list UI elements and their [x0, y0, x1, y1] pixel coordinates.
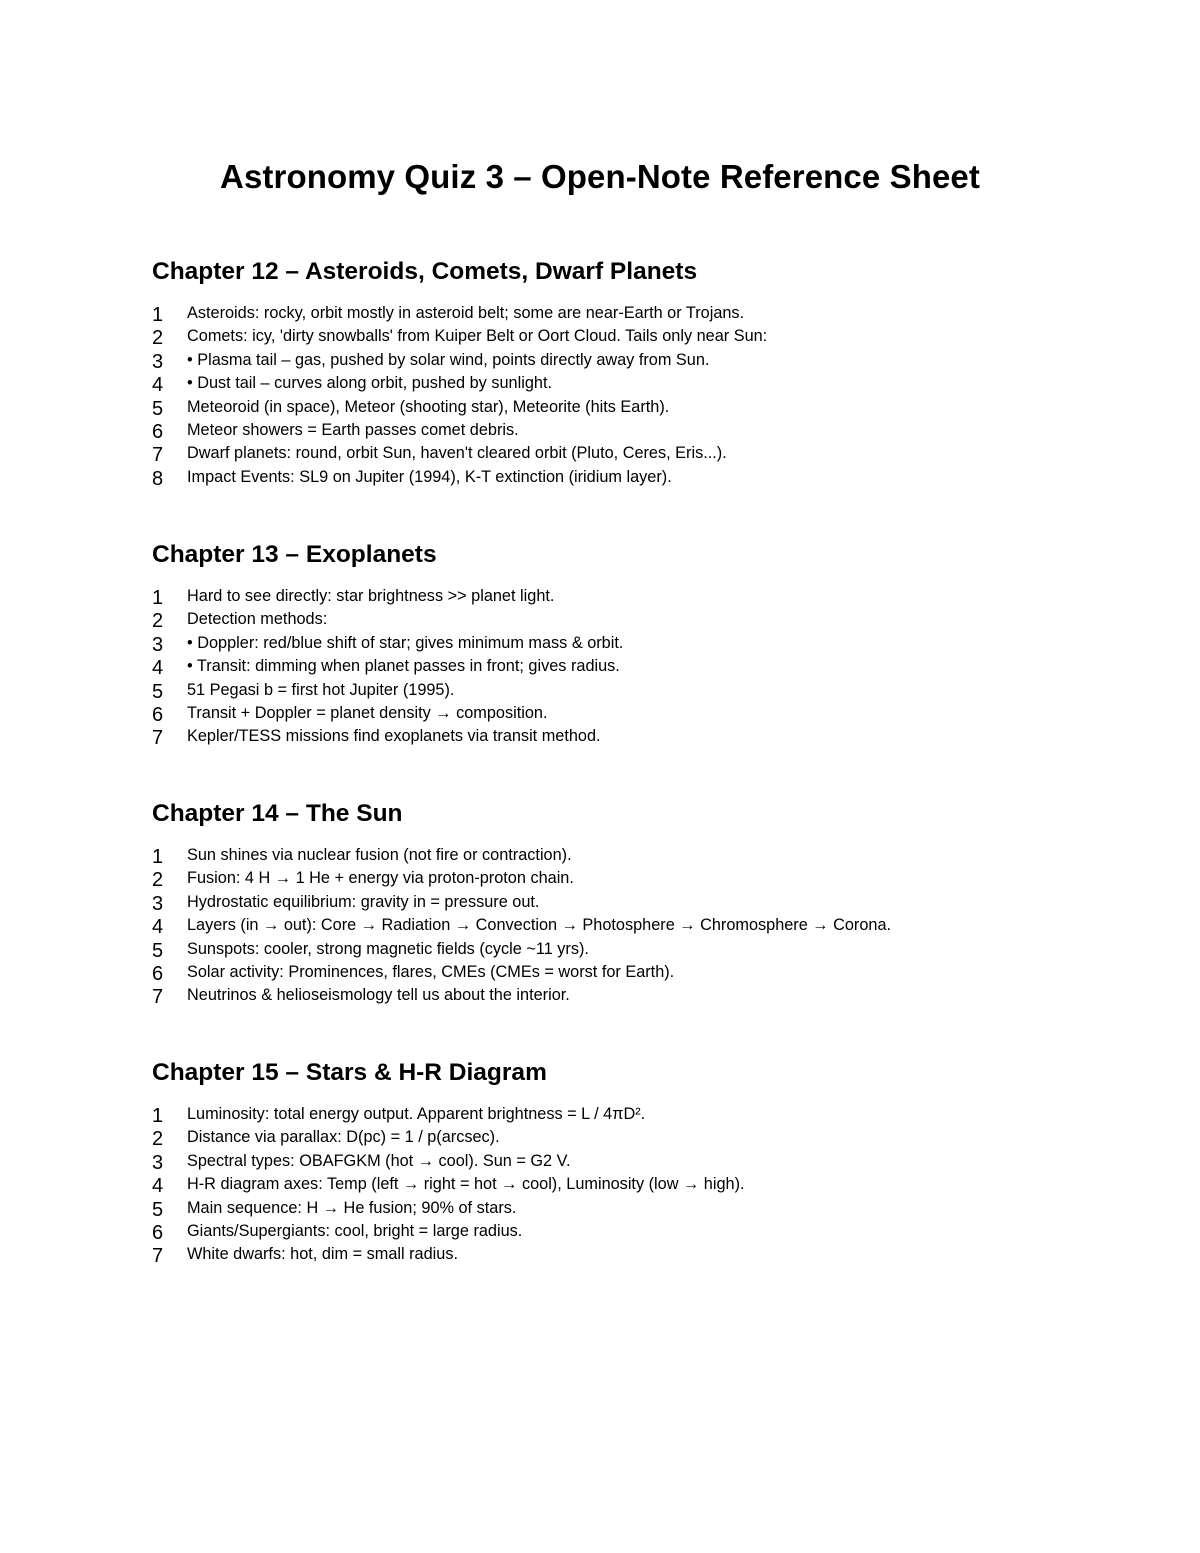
list-item — [152, 419, 1112, 442]
list-item — [152, 844, 1112, 867]
item-number: 3 — [152, 633, 164, 656]
item-text: Layers (in → out): Core → Radiation → Convection → Photosphere → Chromosphere → Corona. — [187, 916, 892, 935]
item-list — [152, 302, 1112, 489]
list-item — [152, 914, 1112, 937]
item-text: Dwarf planets: round, orbit Sun, haven't cleared orbit (Pluto, Ceres, Eris...). — [187, 444, 727, 463]
list-item — [152, 1103, 1112, 1126]
list-item — [152, 725, 1112, 748]
item-text: White dwarfs: hot, dim = small radius. — [187, 1245, 458, 1264]
item-number: 4 — [152, 1175, 164, 1198]
item-number: 2 — [152, 610, 164, 633]
item-number: 3 — [152, 892, 164, 915]
item-text: Comets: icy, 'dirty snowballs' from Kuiper Belt or Oort Cloud. Tails only near Sun: — [187, 327, 768, 346]
list-item — [152, 325, 1112, 348]
item-text: • Dust tail – curves along orbit, pushed by sunlight. — [187, 374, 552, 393]
list-item — [152, 1150, 1112, 1173]
list-item — [152, 466, 1112, 489]
item-number: 7 — [152, 1245, 164, 1268]
section-chapter-14 — [152, 794, 1112, 1008]
item-text: Detection methods: — [187, 610, 328, 629]
item-text: Solar activity: Prominences, flares, CMEs (CMEs = worst for Earth). — [187, 962, 675, 981]
item-text: • Doppler: red/blue shift of star; gives minimum mass & orbit. — [187, 633, 624, 652]
item-number: 4 — [152, 657, 164, 680]
list-item — [152, 442, 1112, 465]
list-item — [152, 702, 1112, 725]
list-item — [152, 938, 1112, 961]
list-item — [152, 1197, 1112, 1220]
item-number: 7 — [152, 727, 164, 750]
section-chapter-15 — [152, 1053, 1112, 1267]
section-heading: Chapter 13 – Exoplanets — [152, 541, 437, 568]
section-heading: Chapter 14 – The Sun — [152, 800, 403, 827]
item-list — [152, 844, 1112, 1008]
item-number: 5 — [152, 1198, 164, 1221]
item-number: 5 — [152, 680, 164, 703]
item-text: Spectral types: OBAFGKM (hot → cool). Sun = G2 V. — [187, 1151, 571, 1170]
list-item — [152, 608, 1112, 631]
item-number: 4 — [152, 916, 164, 939]
item-number: 7 — [152, 986, 164, 1009]
item-number: 2 — [152, 327, 164, 350]
item-number: 5 — [152, 397, 164, 420]
list-item — [152, 984, 1112, 1007]
item-number: 6 — [152, 1221, 164, 1244]
item-number: 6 — [152, 962, 164, 985]
item-number: 6 — [152, 420, 164, 443]
list-item — [152, 655, 1112, 678]
section-heading: Chapter 12 – Asteroids, Comets, Dwarf Planets — [152, 258, 698, 285]
page-title: Astronomy Quiz 3 – Open-Note Reference Sheet — [220, 158, 980, 195]
item-text: 51 Pegasi b = first hot Jupiter (1995). — [187, 680, 455, 699]
item-number: 2 — [152, 869, 164, 892]
item-number: 1 — [152, 846, 164, 868]
item-text: • Plasma tail – gas, pushed by solar wind, points directly away from Sun. — [187, 350, 710, 369]
item-text: • Transit: dimming when planet passes in front; gives radius. — [187, 657, 620, 676]
item-number: 6 — [152, 703, 164, 726]
item-text: Transit + Doppler = planet density → composition. — [187, 703, 548, 722]
list-item — [152, 372, 1112, 395]
section-chapter-12 — [152, 252, 1112, 489]
item-text: Meteor showers = Earth passes comet debris. — [187, 420, 519, 439]
item-number: 4 — [152, 374, 164, 397]
item-number: 8 — [152, 467, 164, 490]
list-item — [152, 867, 1112, 890]
item-number: 3 — [152, 1151, 164, 1174]
item-text: Fusion: 4 H → 1 He + energy via proton-proton chain. — [187, 869, 574, 888]
list-item — [152, 1126, 1112, 1149]
item-number: 1 — [152, 587, 164, 609]
list-item — [152, 1220, 1112, 1243]
item-number: 2 — [152, 1128, 164, 1151]
section-heading: Chapter 15 – Stars & H-R Diagram — [152, 1059, 547, 1086]
list-item — [152, 585, 1112, 608]
item-text: Luminosity: total energy output. Apparent brightness = L / 4πD². — [187, 1105, 646, 1123]
list-item — [152, 349, 1112, 372]
item-number: 3 — [152, 350, 164, 373]
item-list — [152, 585, 1112, 749]
item-number: 7 — [152, 444, 164, 467]
item-number: 5 — [152, 939, 164, 962]
item-text: Neutrinos & helioseismology tell us about the interior. — [187, 986, 570, 1005]
item-text: Impact Events: SL9 on Jupiter (1994), K-T extinction (iridium layer). — [187, 467, 672, 486]
list-item — [152, 302, 1112, 325]
item-text: Hydrostatic equilibrium: gravity in = pressure out. — [187, 892, 540, 911]
item-text: Hard to see directly: star brightness >> planet light. — [187, 587, 555, 605]
list-item — [152, 396, 1112, 419]
list-item — [152, 1173, 1112, 1196]
list-item — [152, 961, 1112, 984]
item-text: Giants/Supergiants: cool, bright = large radius. — [187, 1221, 523, 1240]
list-item — [152, 632, 1112, 655]
item-list — [152, 1103, 1112, 1267]
list-item — [152, 679, 1112, 702]
list-item — [152, 1243, 1112, 1266]
item-number: 1 — [152, 1105, 164, 1127]
list-item — [152, 891, 1112, 914]
section-chapter-13 — [152, 535, 1112, 749]
item-text: Main sequence: H → He fusion; 90% of stars. — [187, 1198, 517, 1217]
item-text: Asteroids: rocky, orbit mostly in asteroid belt; some are near-Earth or Trojans. — [187, 304, 745, 322]
item-text: H-R diagram axes: Temp (left → right = hot → cool), Luminosity (low → high). — [187, 1175, 745, 1194]
item-text: Kepler/TESS missions find exoplanets via transit method. — [187, 727, 601, 746]
item-text: Sunspots: cooler, strong magnetic fields (cycle ~11 yrs). — [187, 939, 589, 958]
item-text: Distance via parallax: D(pc) = 1 / p(arcsec). — [187, 1128, 500, 1147]
item-text: Sun shines via nuclear fusion (not fire or contraction). — [187, 846, 572, 864]
item-text: Meteoroid (in space), Meteor (shooting star), Meteorite (hits Earth). — [187, 397, 670, 416]
item-number: 1 — [152, 304, 164, 326]
